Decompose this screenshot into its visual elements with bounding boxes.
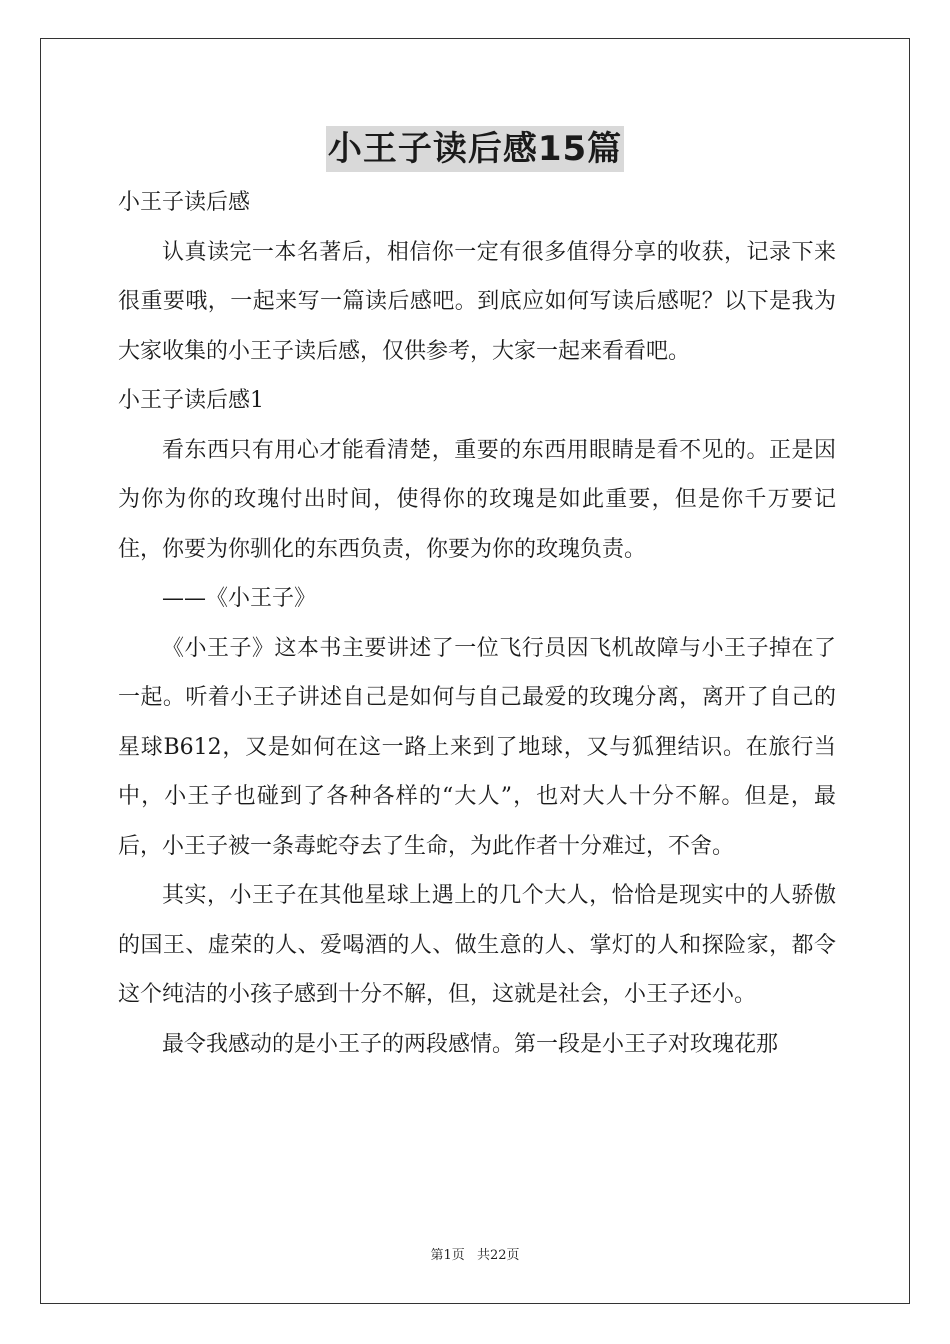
body-paragraph-2: 其实，小王子在其他星球上遇上的几个大人，恰恰是现实中的人骄傲的国王、虚荣的人、爱喝酒的人、做生意的人、掌灯的人和探险家，都令这个纯洁的小孩子感到十分不解，但，这就是社会，小王子还小。 — [118, 883, 836, 1007]
intro-paragraph: 认真读完一本名著后，相信你一定有很多值得分享的收获，记录下来很重要哦，一起来写一篇读后感吧。到底应如何写读后感呢？以下是我为大家收集的小王子读后感，仅供参考，大家一起来看看吧。 — [118, 239, 836, 364]
document-title: 小王子读后感15篇 — [326, 126, 624, 172]
page-footer — [0, 1244, 950, 1263]
page-number: 第1页 — [430, 1248, 465, 1263]
quote-source: ——《小王子》 — [162, 586, 317, 611]
body-paragraph-1: 《小王子》这本书主要讲述了一位飞行员因飞机故障与小王子掉在了一起。听着小王子讲述自己是如何与自己最爱的玫瑰分离，离开了自己的星球B612，又是如何在这一路上来到了地球，又与狐狸结识。在旅行当中，小王子也碰到了各种各样的“大人”，也对大人十分不解。但是，最后，小王子被一条毒蛇夺去了生命，为此作者十分难过，不舍。 — [118, 635, 836, 859]
quote-paragraph: 看东西只有用心才能看清楚，重要的东西用眼睛是看不见的。正是因为你为你的玫瑰付出时间，使得你的玫瑰是如此重要，但是你千万要记住，你要为你驯化的东西负责，你要为你的玫瑰负责。 — [118, 437, 836, 562]
section-heading: 小王子读后感 — [118, 190, 251, 215]
total-pages: 共22页 — [476, 1248, 520, 1263]
title-container — [0, 126, 950, 172]
document-body — [118, 178, 836, 1069]
essay-heading: 小王子读后感1 — [118, 388, 264, 413]
body-paragraph-3: 最令我感动的是小王子的两段感情。第一段是小王子对玫瑰花那 — [162, 1031, 779, 1057]
